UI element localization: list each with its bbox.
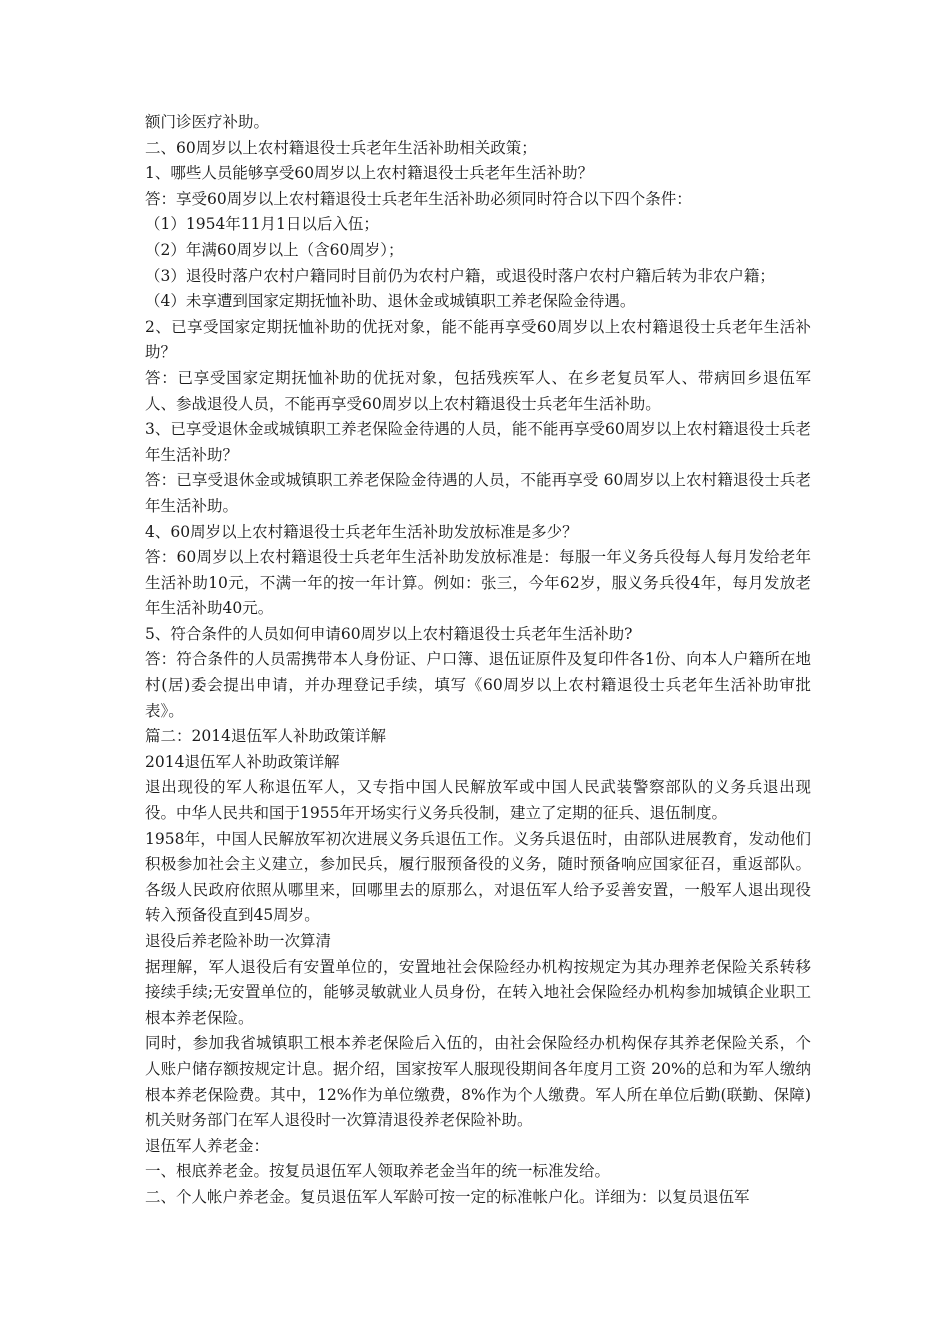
subheading: 退伍军人养老金： xyxy=(145,1136,270,1155)
paragraph: 退出现役的军人称退伍军人，又专指中国人民解放军或中国人民武装警察部队的义务兵退出现役。中华人民共和国于1955年开场实行义务兵役制，建立了定期的征兵、退伍制度。 xyxy=(145,778,811,823)
paragraph: 额门诊医疗补助。 xyxy=(145,113,270,131)
subheading: 退役后养老险补助一次算清 xyxy=(145,932,332,950)
answer: 答：享受60周岁以上农村籍退役士兵老年生活补助必须同时符合以下四个条件： xyxy=(145,189,692,208)
condition-item: （2）年满60周岁以上（含60周岁）； xyxy=(145,240,404,259)
condition-item: （4）未享遭到国家定期抚恤补助、退休金或城镇职工养老保险金待遇。 xyxy=(145,292,636,311)
condition-item: （3）退役时落户农村户籍同时目前仍为农村户籍，或退役时落户农村户籍后转为非农户籍； xyxy=(145,266,775,285)
document-page xyxy=(145,110,811,1211)
answer: 答：已享受国家定期抚恤补助的优抚对象，包括残疾军人、在乡老复员军人、带病回乡退伍军人、参战退役人员，不能再享受60周岁以上农村籍退役士兵老年生活补助。 xyxy=(145,368,811,413)
answer: 答：已享受退休金或城镇职工养老保险金待遇的人员，不能再享受 60周岁以上农村籍退役士兵老年生活补助。 xyxy=(145,471,811,515)
condition-item: （1）1954年11月1日以后入伍； xyxy=(145,215,379,234)
chapter-heading: 篇二：2014退伍军人补助政策详解 xyxy=(145,727,386,746)
paragraph: 二、个人帐户养老金。复员退伍军人军龄可按一定的标准帐户化。详细为：以复员退伍军 xyxy=(145,1187,750,1206)
section-heading: 二、60周岁以上农村籍退役士兵老年生活补助相关政策； xyxy=(145,138,537,157)
question: 3、已享受退休金或城镇职工养老保险金待遇的人员，能不能再享受60周岁以上农村籍退役士兵老年生活补助？ xyxy=(145,420,811,464)
question: 2、已享受国家定期抚恤补助的优抚对象，能不能再享受60周岁以上农村籍退役士兵老年生活补助？ xyxy=(145,317,811,362)
question: 1、哪些人员能够享受60周岁以上农村籍退役士兵老年生活补助？ xyxy=(145,164,594,183)
question: 5、符合条件的人员如何申请60周岁以上农村籍退役士兵老年生活补助? xyxy=(145,624,633,643)
paragraph: 1958年，中国人民解放军初次进展义务兵退伍工作。义务兵退伍时，由部队进展教育，发动他们积极参加社会主义建立，参加民兵，履行服预备役的义务，随时预备响应国家征召，重返部队。各级人民政府依照从哪里来，回哪里去的原那么，对退伍军人给予妥善安置，一般军人退出现役转入预备役直到45周岁。 xyxy=(145,829,811,925)
answer: 答：符合条件的人员需携带本人身份证、户口簿、退伍证原件及复印件各1份、向本人户籍所在地村(居)委会提出申请，并办理登记手续，填写《60周岁以上农村籍退役士兵老年生活补助审批表》。 xyxy=(145,650,811,720)
paragraph: 同时，参加我省城镇职工根本养老保险后入伍的，由社会保险经办机构保存其养老保险关系，个人账户储存额按规定计息。据介绍，国家按军人服现役期间各年度月工资 20%的总和为军人缴纳根本养老保险费。其中，12%作为单位缴费，8%作为个人缴费。军人所在单位后勤(联勤、保障)机关财务部门在军人退役时一次算清退役养老保险补助。 xyxy=(145,1034,811,1130)
question: 4、60周岁以上农村籍退役士兵老年生活补助发放标准是多少？ xyxy=(145,522,578,541)
paragraph: 据理解，军人退役后有安置单位的，安置地社会保险经办机构按规定为其办理养老保险关系转移接续手续;无安置单位的，能够灵敏就业人员身份，在转入地社会保险经办机构参加城镇企业职工根本养老保险。 xyxy=(145,957,811,1027)
article-title: 2014退伍军人补助政策详解 xyxy=(145,752,340,771)
paragraph: 一、根底养老金。按复员退伍军人领取养老金当年的统一标准发给。 xyxy=(145,1162,611,1181)
answer: 答：60周岁以上农村籍退役士兵老年生活补助发放标准是：每服一年义务兵役每人每月发给老年生活补助10元，不满一年的按一年计算。例如：张三，今年62岁，服义务兵役4年，每月发放老年生活补助40元。 xyxy=(145,548,811,618)
